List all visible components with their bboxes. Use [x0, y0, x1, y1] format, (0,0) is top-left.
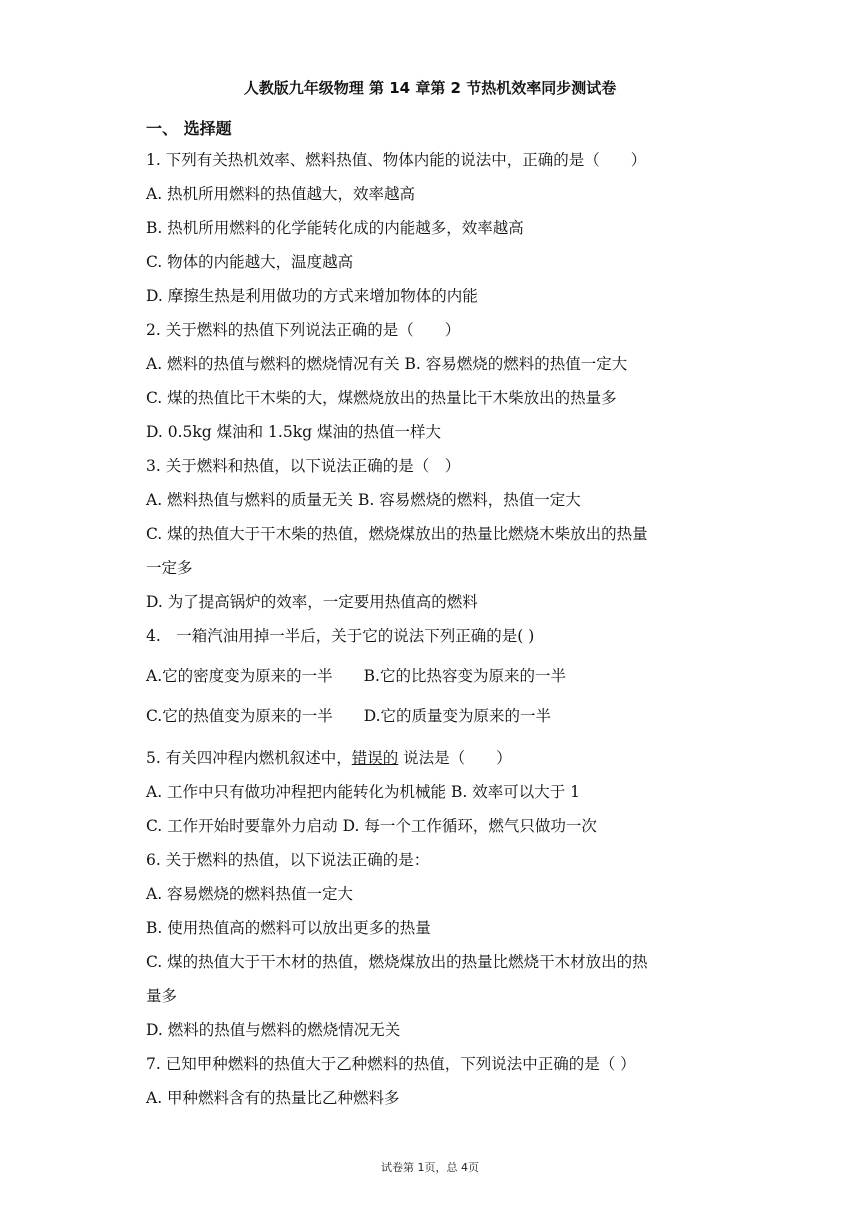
question-5-options-ab: A. 工作中只有做功冲程把内能转化为机械能 B. 效率可以大于 1 — [146, 783, 581, 801]
question-7-option-a: A. 甲种燃料含有的热量比乙种燃料多 — [146, 1089, 400, 1107]
question-2-option-d: D. 0.5kg 煤油和 1.5kg 煤油的热值一样大 — [146, 423, 441, 441]
question-3-options-ab: A. 燃料热值与燃料的质量无关 B. 容易燃烧的燃料，热值一定大 — [146, 491, 581, 509]
question-6-option-c: C. 煤的热值大于干木材的热值，燃烧煤放出的热量比燃烧干木材放出的热 — [146, 953, 648, 971]
question-5-suffix: 说法是（ ） — [398, 749, 512, 767]
question-3-option-c-continued: 一定多 — [146, 559, 193, 577]
question-1-stem: 1. 下列有关热机效率、燃料热值、物体内能的说法中，正确的是（ ） — [146, 151, 647, 169]
question-6-option-d: D. 燃料的热值与燃料的燃烧情况无关 — [146, 1021, 401, 1039]
question-7-stem: 7. 已知甲种燃料的热值大于乙种燃料的热值，下列说法中正确的是（ ） — [146, 1055, 636, 1073]
question-2-stem: 2. 关于燃料的热值下列说法正确的是（ ） — [146, 321, 461, 339]
question-4-stem: 4. 一箱汽油用掉一半后，关于它的说法下列正确的是( ) — [146, 627, 535, 645]
question-1-option-d: D. 摩擦生热是利用做功的方式来增加物体的内能 — [146, 287, 478, 305]
question-6-option-b: B. 使用热值高的燃料可以放出更多的热量 — [146, 919, 431, 937]
question-2-options-ab: A. 燃料的热值与燃料的燃烧情况有关 B. 容易燃烧的燃料的热值一定大 — [146, 355, 628, 373]
question-5-options-cd: C. 工作开始时要靠外力启动 D. 每一个工作循环，燃气只做功一次 — [146, 817, 597, 835]
question-6-option-c-continued: 量多 — [146, 987, 178, 1005]
question-6-option-a: A. 容易燃烧的燃料热值一定大 — [146, 885, 354, 903]
question-5-prefix: 5. 有关四冲程内燃机叙述中， — [146, 749, 352, 767]
question-6-stem: 6. 关于燃料的热值，以下说法正确的是： — [146, 851, 430, 869]
question-5-emphasis: 错误的 — [351, 749, 399, 767]
question-3-option-d: D. 为了提高锅炉的效率，一定要用热值高的燃料 — [146, 593, 478, 611]
question-3-stem: 3. 关于燃料和热值，以下说法正确的是（ ） — [146, 457, 461, 475]
question-5-stem — [146, 746, 726, 770]
question-3-option-c: C. 煤的热值大于干木柴的热值，燃烧煤放出的热量比燃烧木柴放出的热量 — [146, 525, 648, 543]
page-footer: 试卷第 1页，总 4页 — [381, 1161, 479, 1174]
question-4-options-ab: A.它的密度变为原来的一半 B.它的比热容变为原来的一半 — [146, 667, 566, 685]
question-1-option-a: A. 热机所用燃料的热值越大，效率越高 — [146, 185, 416, 203]
section-heading: 一、 选择题 — [146, 119, 232, 138]
question-2-option-c: C. 煤的热值比干木柴的大，煤燃烧放出的热量比干木柴放出的热量多 — [146, 389, 617, 407]
document-title: 人教版九年级物理 第 14 章第 2 节热机效率同步测试卷 — [243, 79, 617, 97]
question-1-option-c: C. 物体的内能越大，温度越高 — [146, 253, 354, 271]
question-1-option-b: B. 热机所用燃料的化学能转化成的内能越多，效率越高 — [146, 219, 524, 237]
question-4-options-cd: C.它的热值变为原来的一半 D.它的质量变为原来的一半 — [146, 707, 552, 725]
